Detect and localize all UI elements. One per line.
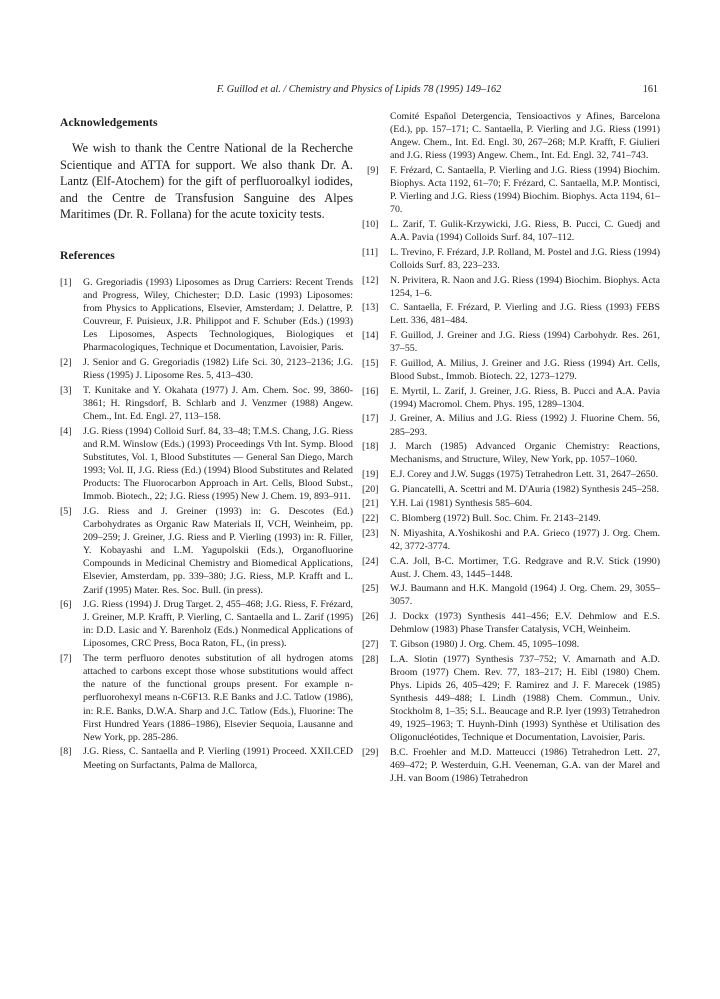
reference-number: [11] <box>362 246 379 258</box>
reference-list-right <box>362 164 660 785</box>
reference-item <box>60 356 353 382</box>
reference-item <box>362 497 660 510</box>
reference-text: B.C. Froehler and M.D. Matteucci (1986) Tetrahedron Lett. 27, 469–472; P. Westerduin, G.H. Veeneman, G.A. van der Marel and J.H. van Boom (1986) Tetrahedron <box>390 746 660 784</box>
reference-text: W.J. Baumann and H.K. Mangold (1964) J. Org. Chem. 29, 3055–3057. <box>390 583 660 608</box>
reference-text: L.A. Slotin (1977) Synthesis 737–752; V. Amarnath and A.D. Broom (1977) Chem. Rev. 77, 183–217; H. Eibl (1980) Chem. Phys. Lipids 26, 405–429; F. Ramirez and J. F. Marecek (1985) Synthesis 449–488; I. Lindh (1988) Chem. Commun., Univ. Stockholm 8, 1–35; S.L. Beaucage and R.P. Iyer (1993) Tetrahedron 49, 1925–1963; T. Huynh-Dinh (1993) Synthèse et Utilisation des Oligonucléotides, Technique et Documentation, Lavoisier, Paris. <box>390 653 660 744</box>
reference-item <box>362 610 660 636</box>
reference-text: E. Myrtil, L. Zarif, J. Greiner, J.G. Riess, B. Pucci and A.A. Pavia (1994) Macromol. Chem. Phys. 195, 1289–1304. <box>390 385 660 410</box>
reference-text: N. Miyashita, A.Yoshikoshi and P.A. Grieco (1977) J. Org. Chem. 42, 3772-3774. <box>390 527 660 552</box>
reference-list-left <box>60 276 353 772</box>
references-heading: References <box>60 248 115 262</box>
page-number: 161 <box>642 84 658 95</box>
reference-text: J. Senior and G. Gregoriadis (1982) Life Sci. 30, 2123–2136; J.G. Riess (1995) J. Liposome Res. 5, 413–430. <box>83 357 353 382</box>
reference-number: [10] <box>362 218 379 230</box>
reference-text: F. Guillod, A. Milius, J. Greiner and J.G. Riess (1994) Art. Cells, Blood Subst., Immob. Biotech. 22, 1273–1279. <box>390 357 660 382</box>
reference-number: [6] <box>60 599 72 611</box>
left-column <box>60 116 353 773</box>
reference-number: [5] <box>60 505 72 517</box>
reference-text: F. Frézard, C. Santaella, P. Vierling and J.G. Riess (1994) Biochim. Biophys. Acta 1192, 61–70; F. Frézard, C. Santaella, M.P. Montisci, P. Vierling and J.G. Riess (1994) Biochim. Biophys. Acta 1194, 61–70. <box>390 164 660 216</box>
reference-number: [21] <box>362 498 379 510</box>
reference-number: [14] <box>362 330 379 342</box>
reference-item <box>362 440 660 466</box>
reference-number: [7] <box>60 653 72 665</box>
reference-item <box>362 483 660 496</box>
reference-number: [8] <box>60 746 72 758</box>
reference-number: [26] <box>362 611 379 623</box>
reference-text: T. Kunitake and Y. Okahata (1977) J. Am. Chem. Soc. 99, 3860-3861; H. Ringsdorf, B. Schlarb and J. Venzmer (1988) Angew. Chem., Int. Ed. Engl. 27, 113–158. <box>83 384 353 423</box>
reference-number: [2] <box>60 357 72 369</box>
reference-number: [25] <box>362 583 379 595</box>
reference-number: [29] <box>362 746 379 758</box>
reference-number: [23] <box>362 527 379 539</box>
reference-number: [16] <box>362 385 379 397</box>
reference-item <box>362 555 660 581</box>
reference-text: Comité Español Detergencia, Tensioactivos y Afines, Barcelona (Ed.), pp. 157–171; C. Santaella, P. Vierling and J.G. Riess (1991) Angew. Chem., Int. Ed. Engl. 30, 267–268; M.P. Krafft, F. Giulieri and J.G. Riess (1993) Angew. Chem., Int. Ed. Engl. 32, 741–743. <box>390 111 660 162</box>
reference-number: [22] <box>362 513 379 525</box>
reference-text: J. March (1985) Advanced Organic Chemistry: Reactions, Mechanisms, and Structure, Wiley, New York, pp. 1057–1060. <box>390 441 660 466</box>
reference-continuation <box>367 110 660 162</box>
right-column <box>362 110 660 787</box>
reference-item <box>362 274 660 300</box>
reference-item <box>362 329 660 355</box>
reference-number: [9] <box>367 164 379 176</box>
reference-item <box>362 512 660 525</box>
reference-item <box>362 357 660 383</box>
reference-number: [20] <box>362 483 379 495</box>
reference-item <box>60 652 353 744</box>
reference-item <box>362 385 660 411</box>
reference-text: N. Privitera, R. Naon and J.G. Riess (1994) Biochim. Biophys. Acta 1254, 1–6. <box>390 274 660 299</box>
reference-number: [24] <box>362 555 379 567</box>
reference-item <box>362 301 660 327</box>
reference-text: C.A. Joll, B-C. Mortimer, T.G. Redgrave and R.V. Stick (1990) Aust. J. Chem. 43, 1445–1448. <box>390 555 660 580</box>
reference-item <box>362 468 660 481</box>
reference-number: [4] <box>60 425 72 437</box>
reference-item <box>362 527 660 553</box>
reference-number: [28] <box>362 653 379 665</box>
reference-text: J.G. Riess, C. Santaella and P. Vierling (1991) Proceed. XXII.CED Meeting on Surfactants, Palma de Mallorca, <box>83 746 353 771</box>
reference-number: [1] <box>60 276 72 288</box>
reference-text: C. Santaella, F. Frézard, P. Vierling and J.G. Riess (1993) FEBS Lett. 336, 481–484. <box>390 302 660 327</box>
reference-text: L. Trevino, F. Frézard, J.P. Rolland, M. Postel and J.G. Riess (1994) Colloids Surf. 83, 223–233. <box>390 246 660 271</box>
reference-text: G. Gregoriadis (1993) Liposomes as Drug Carriers: Recent Trends and Progress, Wiley, Chichester; D.D. Lasic (1993) Liposomes: from Physics to Applications, Elsevier, Amsterdam; J. Delattre, P. Couvreur, F. Puisieux, J.R. Philippot and F. Schuber (Eds.) (1993) Les Liposomes, Aspects Technologiques, Biologiques et Pharmacologiques, Technique et Documentation, Lavoisier, Paris. <box>83 276 353 354</box>
reference-item <box>367 164 660 216</box>
reference-number: [19] <box>362 468 379 480</box>
reference-text: J.G. Riess and J. Greiner (1993) in: G. Descotes (Ed.) Carbohydrates as Organic Raw Materials II, VCH, Weinheim, pp. 209–259; J. Greiner, J.G. Riess and P. Vierling (1993) in: R. Filler, Y. Kobayashi and L.M. Yagupolskii (Eds.), Organofluorine Compounds in Medicinal Chemistry and Biomedical Applications, Elsevier, Amsterdam, pp. 339–380; J.G. Riess, M.P. Krafft and L. Zarif (1995) Mater. Res. Soc. Bull. (in press). <box>83 505 353 596</box>
reference-text: J.G. Riess (1994) J. Drug Target. 2, 455–468; J.G. Riess, F. Frézard, J. Greiner, M.P. Krafft, P. Vierling, C. Santaella and L. Zarif (1995) in: D.D. Lasic and Y. Barenholz (Eds.) Nonmedical Applications of Liposomes, CRC Press, Boca Raton, FL, (in press). <box>83 599 353 650</box>
reference-item <box>362 638 660 651</box>
reference-text: L. Zarif, T. Gulik-Krzywicki, J.G. Riess, B. Pucci, C. Guedj and A.A. Pavia (1994) Colloids Surf. 84, 107–112. <box>390 218 660 244</box>
reference-number: [3] <box>60 384 72 396</box>
reference-text: The term perfluoro denotes substitution of all hydrogen atoms attached to carbons except those whose substitutions would affect the nature of the functional groups present. For example n-perfluorohexyl means n-C6F13. R.E Banks and J.C. Tatlow (1986), in: R.E. Banks, D.W.A. Sharp and J.C. Tatlow (Eds.), Fluorine: The First Hundred Years (1886–1986), Elsevier Sequoia, Lausanne and New York, pp. 285-286. <box>83 653 353 743</box>
reference-text: J. Greiner, A. Milius and J.G. Riess (1992) J. Fluorine Chem. 56, 285–293. <box>390 413 660 438</box>
reference-number: [13] <box>362 302 379 314</box>
acknowledgements-heading: Acknowledgements <box>60 116 158 129</box>
reference-item <box>362 653 660 745</box>
reference-number: [18] <box>362 441 379 453</box>
reference-item <box>60 505 353 597</box>
reference-text: G. Piancatelli, A. Scettri and M. D'Auria (1982) Synthesis 245–258. <box>390 483 659 495</box>
reference-text: Y.H. Lai (1981) Synthesis 585–604. <box>390 498 533 510</box>
reference-item <box>362 246 660 272</box>
reference-item <box>60 276 353 355</box>
reference-item <box>60 745 353 771</box>
reference-number: [12] <box>362 274 379 286</box>
acknowledgements-text: We wish to thank the Centre National de la Recherche Scientique and ATTA for support. We also thank Dr. A. Lantz (Elf-Atochem) for the gift of perfluoroalkyl iodides, and the Centre de Transfusion Sanguine des Alpes Maritimes (Dr. R. Follana) for the acute toxicity tests. <box>60 141 353 222</box>
reference-text: C. Blomberg (1972) Bull. Soc. Chim. Fr. 2143–2149. <box>390 513 601 525</box>
reference-text: E.J. Corey and J.W. Suggs (1975) Tetrahedron Lett. 31, 2647–2650. <box>390 468 659 480</box>
reference-item <box>362 746 660 785</box>
reference-number: [15] <box>362 357 379 369</box>
running-head: F. Guillod et al. / Chemistry and Physics of Lipids 78 (1995) 149–162 <box>216 84 502 95</box>
reference-item <box>362 412 660 438</box>
reference-item <box>362 218 660 244</box>
reference-text: F. Guillod, J. Greiner and J.G. Riess (1994) Carbohydr. Res. 261, 37–55. <box>390 330 660 355</box>
reference-item <box>60 425 353 504</box>
reference-item <box>60 598 353 650</box>
reference-item <box>362 582 660 608</box>
reference-text: J. Dockx (1973) Synthesis 441–456; E.V. Dehmlow and E.S. Dehmlow (1983) Phase Transfer Catalysis, VCH, Weinheim. <box>390 611 660 636</box>
reference-number: [17] <box>362 413 379 425</box>
reference-text: J.G. Riess (1994) Colloid Surf. 84, 33–48; T.M.S. Chang, J.G. Riess and R.M. Winslow (Eds.) (1993) Proceedings Vth Int. Symp. Blood Substitutes, Vol. 1, Blood Substitutes — General San Diego, March 1993; Vol. II, J.G. Riess (Ed.) (1994) Blood Substitutes and Related Products: The Fluorocarbon Approach in Art. Cells, Blood Subst., Immob. Biotech., 22; J.G. Riess (1995) New J. Chem. 19, 893–911. <box>83 425 353 503</box>
reference-item <box>60 384 353 423</box>
reference-text: T. Gibson (1980) J. Org. Chem. 45, 1095–1098. <box>390 638 580 650</box>
reference-number: [27] <box>362 638 379 650</box>
